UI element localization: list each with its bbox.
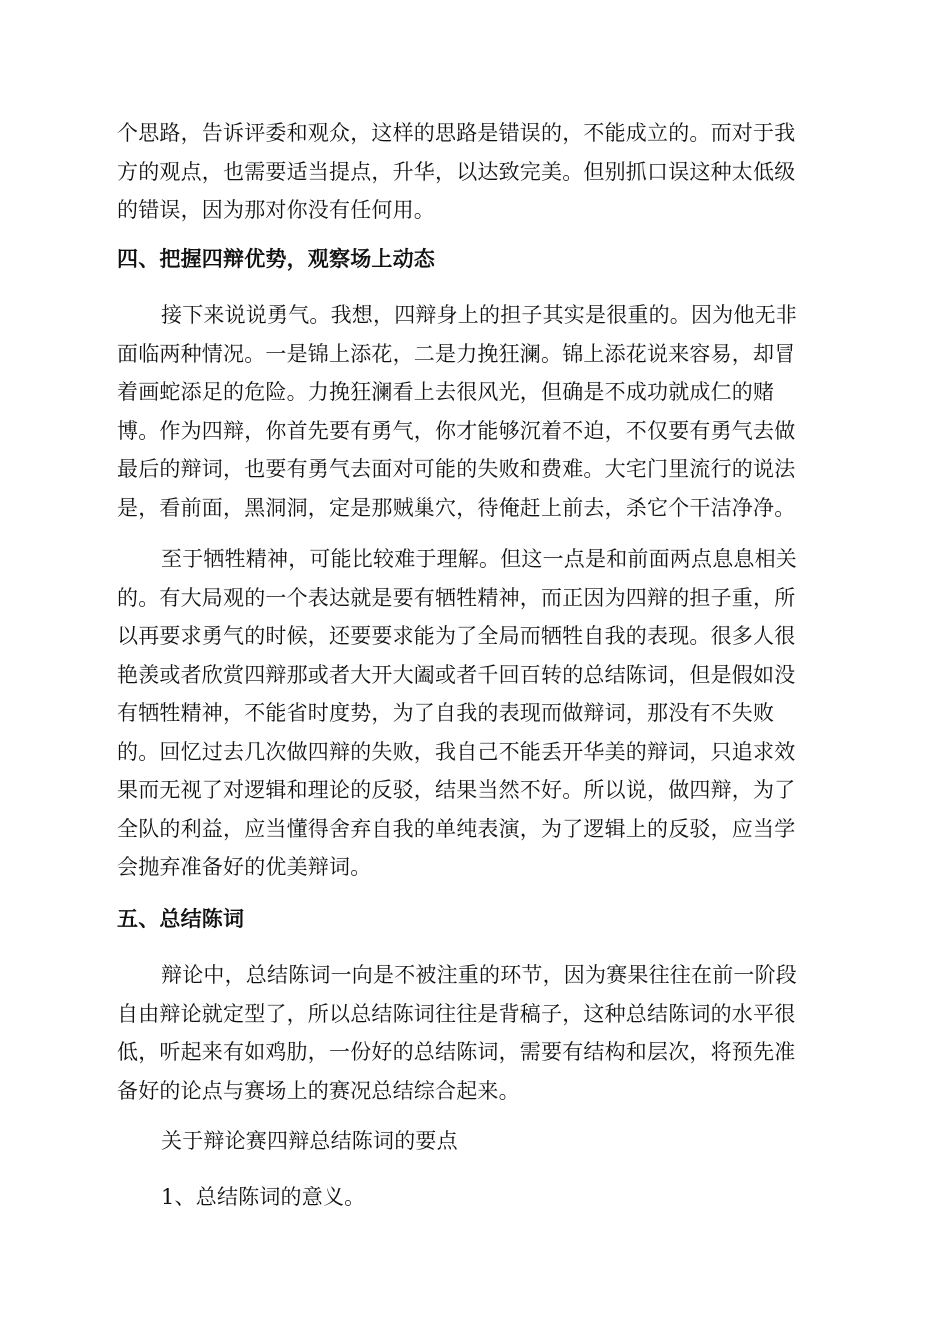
intro-paragraph [117, 114, 833, 230]
text-line: 有牺牲精神，不能省时度势，为了自我的表现而做辩词，那没有不失败 [117, 701, 775, 725]
text-line: 接下来说说勇气。我想，四辩身上的担子其实是很重的。因为他无非 [161, 303, 797, 327]
text-line: 的错误，因为那对你没有任何用。 [117, 198, 435, 222]
text-line: 博。作为四辩，你首先要有勇气，你才能够沉着不迫，不仅要有勇气去做 [117, 418, 796, 443]
text-line: 面临两种情况。一是锦上添花，二是力挽狂澜。锦上添花说来容易，却冒 [117, 341, 796, 366]
text-line: 辩论中，总结陈词一向是不被注重的环节，因为赛果往往在前一阶段 [161, 963, 797, 987]
paragraph-summary [117, 956, 833, 1110]
section-four-heading [117, 240, 833, 279]
text-line: 自由辩论就定型了，所以总结陈词往往是背稿子，这种总结陈词的水平很 [117, 1001, 796, 1026]
list-item-text: 1、总结陈词的意义。 [161, 1185, 366, 1209]
text-line: 会抛弃准备好的优美辩词。 [117, 855, 372, 879]
section-five-heading [117, 900, 833, 939]
text-line: 方的观点，也需要适当提点，升华，以达致完美。但别抓口误这种太低级 [117, 159, 796, 184]
text-line: 个思路，告诉评委和观众，这样的思路是错误的，不能成立的。而对于我 [117, 121, 796, 145]
text-line: 最后的辩词，也要有勇气去面对可能的失败和费难。大宅门里流行的说法 [117, 457, 796, 481]
subtitle [117, 1122, 833, 1161]
text-line: 低，听起来有如鸡肋，一份好的总结陈词，需要有结构和层次，将预先准 [117, 1040, 796, 1064]
text-line: 艳羡或者欣赏四辩那或者大开大阖或者千回百转的总结陈词，但是假如没 [117, 662, 796, 687]
text-line: 的。有大局观的一个表达就是要有牺牲精神，而正因为四辩的担子重，所 [117, 585, 796, 610]
subtitle-text: 关于辩论赛四辩总结陈词的要点 [161, 1129, 458, 1153]
text-line: 着画蛇添足的危险。力挽狂澜看上去很风光，但确是不成功就成仁的赌 [117, 380, 775, 404]
text-line: 果而无视了对逻辑和理论的反驳，结果当然不好。所以说，做四辩，为了 [117, 778, 796, 802]
text-line: 备好的论点与赛场上的赛况总结综合起来。 [117, 1078, 520, 1103]
paragraph-sacrifice [117, 540, 833, 887]
text-line: 的。回忆过去几次做四辩的失败，我自己不能丢开华美的辩词，只追求效 [117, 739, 796, 764]
heading-text: 四、把握四辩优势，观察场上动态 [117, 246, 435, 271]
text-line: 以再要求勇气的时候，还要要求能为了全局而牺牲自我的表现。很多人很 [117, 624, 796, 648]
paragraph-courage [117, 296, 833, 527]
text-line: 至于牺牲精神，可能比较难于理解。但这一点是和前面两点息息相关 [161, 547, 797, 571]
heading-text: 五、总结陈词 [117, 906, 245, 931]
list-item [117, 1178, 833, 1217]
text-line: 全队的利益，应当懂得舍弃自我的单纯表演，为了逻辑上的反驳，应当学 [117, 816, 796, 841]
text-line: 是，看前面，黑洞洞，定是那贼巢穴，待俺赶上前去，杀它个干洁净净。 [117, 495, 796, 520]
